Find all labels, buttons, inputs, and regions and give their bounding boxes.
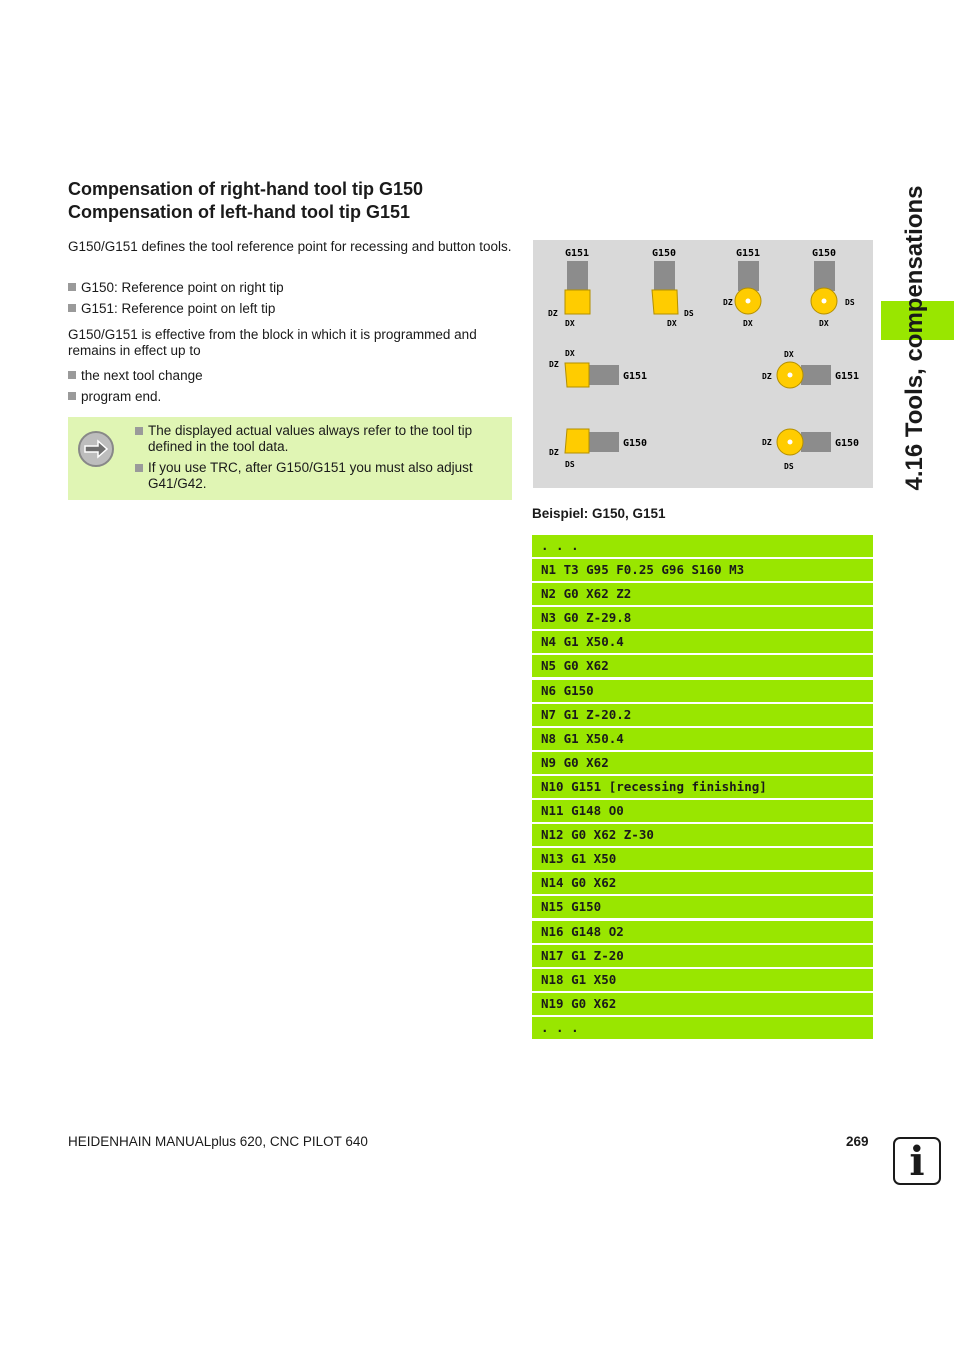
square-bullet-icon (68, 392, 76, 400)
vertical-button-tool-g150 (811, 248, 855, 328)
note-item: If you use TRC, after G150/G151 you must also adjust G41/G42. (135, 460, 505, 492)
code-line: N11 G148 O0 (532, 800, 873, 822)
code-line: N2 G0 X62 Z2 (532, 583, 873, 605)
square-bullet-icon (135, 427, 143, 435)
page-number: 269 (846, 1134, 869, 1149)
svg-text:DS: DS (845, 298, 855, 307)
code-line: N14 G0 X62 (532, 872, 873, 894)
heading-line-2: Compensation of left-hand tool tip G151 (68, 202, 410, 222)
code-line: . . . (532, 1017, 873, 1039)
code-line: N12 G0 X62 Z-30 (532, 824, 873, 846)
code-line: N7 G1 Z-20.2 (532, 704, 873, 726)
svg-text:DZ: DZ (549, 448, 559, 457)
code-line: . . . (532, 535, 873, 557)
code-line: N6 G150 (532, 680, 873, 702)
svg-text:DX: DX (667, 319, 677, 328)
intro-paragraph: G150/G151 defines the tool reference point for recessing and button tools. (68, 239, 512, 254)
square-bullet-icon (68, 371, 76, 379)
code-line: N13 G1 X50 (532, 848, 873, 870)
vertical-recess-tool-g150 (652, 248, 694, 328)
svg-text:DZ: DZ (548, 309, 558, 318)
square-bullet-icon (68, 283, 76, 291)
svg-text:DX: DX (565, 319, 575, 328)
code-line: N3 G0 Z-29.8 (532, 607, 873, 629)
svg-text:G151: G151 (835, 371, 860, 382)
svg-text:G150: G150 (652, 248, 677, 259)
arrow-right-icon (78, 431, 114, 467)
code-line: N9 G0 X62 (532, 752, 873, 774)
vertical-recess-tool-g151 (548, 248, 590, 328)
svg-text:G150: G150 (835, 438, 860, 449)
info-icon: i (893, 1137, 941, 1185)
list-item: program end. (68, 389, 513, 405)
list-item: the next tool change (68, 368, 513, 384)
heading-line-1: Compensation of right-hand tool tip G150 (68, 179, 423, 199)
svg-text:DX: DX (784, 350, 794, 359)
svg-text:DZ: DZ (762, 438, 772, 447)
svg-text:G150: G150 (623, 438, 648, 449)
svg-text:DS: DS (784, 462, 794, 471)
svg-text:G150: G150 (812, 248, 837, 259)
horizontal-button-tool-g150 (762, 429, 859, 471)
code-line: N8 G1 X50.4 (532, 728, 873, 750)
svg-text:G151: G151 (736, 248, 761, 259)
code-line: N16 G148 O2 (532, 921, 873, 943)
chapter-title: 4.16 Tools, compensations (901, 185, 928, 491)
example-caption: Beispiel: G150, G151 (532, 506, 666, 521)
code-line: N1 T3 G95 F0.25 G96 S160 M3 (532, 559, 873, 581)
code-line: N5 G0 X62 (532, 655, 873, 677)
horizontal-recess-tool-g150 (549, 429, 647, 469)
svg-text:DZ: DZ (723, 298, 733, 307)
effect-paragraph: G150/G151 is effective from the block in which it is programmed and remains in effect up to (68, 327, 477, 358)
square-bullet-icon (135, 464, 143, 472)
square-bullet-icon (68, 304, 76, 312)
code-line: N10 G151 [recessing finishing] (532, 776, 873, 798)
vertical-button-tool-g151 (723, 248, 761, 328)
code-line: N17 G1 Z-20 (532, 945, 873, 967)
svg-text:G151: G151 (623, 371, 648, 382)
horizontal-button-tool-g151 (762, 350, 859, 388)
tool-tip-figure (533, 240, 873, 488)
svg-text:DZ: DZ (762, 372, 772, 381)
code-line: N18 G1 X50 (532, 969, 873, 991)
list-item: G151: Reference point on left tip (68, 301, 513, 317)
code-listing (532, 535, 873, 1041)
footer-manual-title: HEIDENHAIN MANUALplus 620, CNC PILOT 640 (68, 1134, 368, 1149)
svg-text:DZ: DZ (549, 360, 559, 369)
svg-text:DX: DX (565, 349, 575, 358)
horizontal-recess-tool-g151 (549, 349, 647, 387)
svg-text:DS: DS (684, 309, 694, 318)
code-line: N4 G1 X50.4 (532, 631, 873, 653)
svg-text:DX: DX (743, 319, 753, 328)
svg-text:G151: G151 (565, 248, 590, 259)
svg-text:DX: DX (819, 319, 829, 328)
svg-text:DS: DS (565, 460, 575, 469)
code-line: N15 G150 (532, 896, 873, 918)
note-box (68, 417, 512, 500)
list-item: G150: Reference point on right tip (68, 280, 513, 296)
section-heading (68, 178, 528, 224)
note-item: The displayed actual values always refer to the tool tip defined in the tool data. (135, 423, 505, 455)
code-line: N19 G0 X62 (532, 993, 873, 1015)
